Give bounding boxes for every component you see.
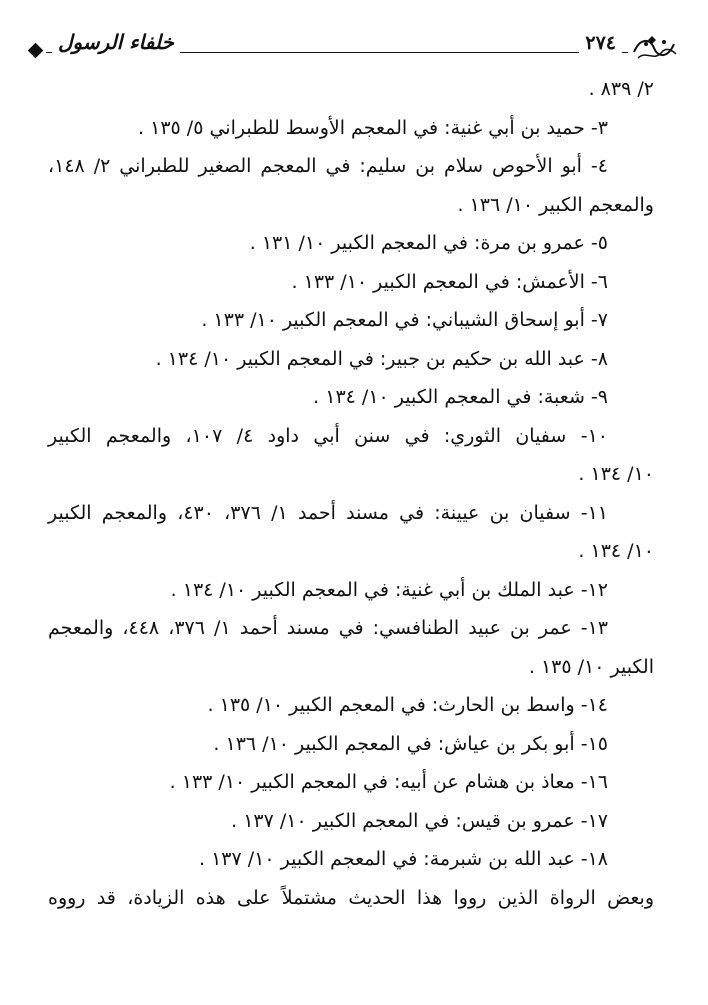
text-line: والمعجم الكبير ١٠/ ١٣٦ . <box>457 193 654 216</box>
text-line: ٩- شعبة: في المعجم الكبير ١٠/ ١٣٤ . <box>313 386 608 408</box>
text-line: وبعض الرواة الذين رووا هذا الحديث مشتملاً على هذه الزيادة، قد رووه <box>48 886 654 909</box>
text-line: ٢/ ٨٣٩ . <box>588 78 654 100</box>
text-line: الكبير ١٠/ ١٣٥ . <box>528 655 654 678</box>
page-header <box>28 28 678 72</box>
text-line: ٨- عبد الله بن حكيم بن جبير: في المعجم الكبير ١٠/ ١٣٤ . <box>155 347 608 370</box>
text-line: ٧- أبو إسحاق الشيباني: في المعجم الكبير ١٠/ ١٣٣ . <box>201 309 608 331</box>
text-line: ٣- حميد بن أبي غنية: في المعجم الأوسط للطبراني ٥/ ١٣٥ . <box>138 116 608 139</box>
text-line: ١٥- أبو بكر بن عياش: في المعجم الكبير ١٠/ ١٣٦ . <box>213 732 608 755</box>
page-number: ٢٧٤ <box>579 32 622 54</box>
text-line: ١٣- عمر بن عبيد الطنافسي: في مسند أحمد ١/ ٣٧٦، ٤٤٨، والمعجم <box>48 617 609 639</box>
text-line: ١٤- واسط بن الحارث: في المعجم الكبير ١٠/ ١٣٥ . <box>207 694 608 716</box>
diamond-ornament-icon <box>28 43 44 59</box>
text-line: ٤- أبو الأحوص سلام بن سليم: في المعجم الصغير للطبراني ٢/ ١٤٨، <box>48 155 608 177</box>
body-text <box>48 70 654 917</box>
text-line: ٥- عمرو بن مرة: في المعجم الكبير ١٠/ ١٣١ . <box>249 232 608 254</box>
text-line: ١٧- عمرو بن قيس: في المعجم الكبير ١٠/ ١٣٧ . <box>231 809 608 832</box>
text-line: ١٠- سفيان الثوري: في سنن أبي داود ٤/ ١٠٧، والمعجم الكبير <box>48 424 608 447</box>
text-line: ٦- الأعمش: في المعجم الكبير ١٠/ ١٣٣ . <box>291 270 608 293</box>
text-line: ١٠/ ١٣٤ . <box>578 540 654 562</box>
calligraphy-ornament-icon <box>632 32 678 66</box>
running-title: خلفاء الرسول <box>52 30 180 54</box>
text-line: ١٠/ ١٣٤ . <box>578 463 654 485</box>
text-line: ١٨- عبد الله بن شبرمة: في المعجم الكبير ١٠/ ١٣٧ . <box>199 848 608 870</box>
text-line: ١١- سفيان بن عيينة: في مسند أحمد ١/ ٣٧٦، ٤٣٠، والمعجم الكبير <box>48 501 609 524</box>
text-line: ١٢- عبد الملك بن أبي غنية: في المعجم الكبير ١٠/ ١٣٤ . <box>170 578 608 601</box>
text-line: ١٦- معاذ بن هشام عن أبيه: في المعجم الكبير ١٠/ ١٣٣ . <box>169 771 608 793</box>
